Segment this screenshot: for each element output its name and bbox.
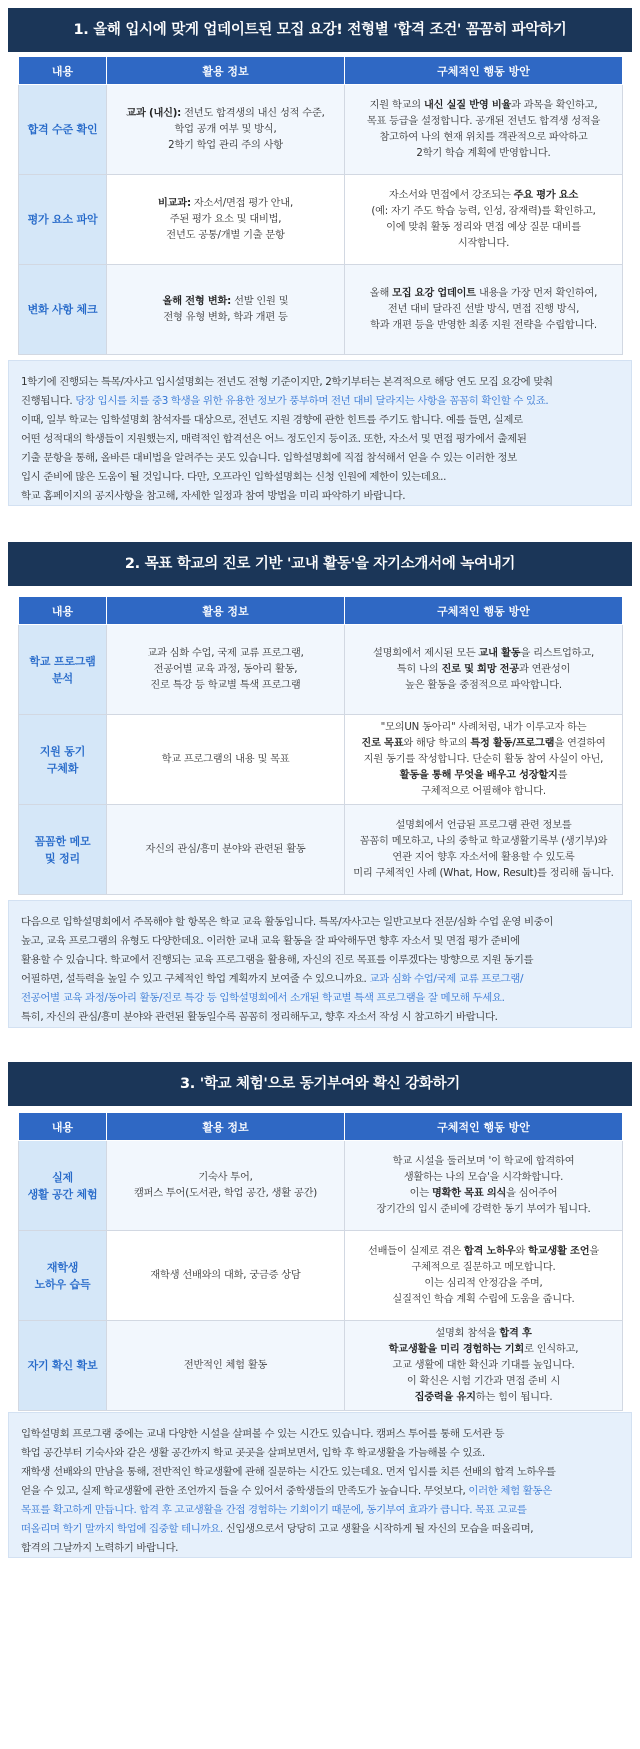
description-line [21,989,619,1008]
description-text: 특히, 자신의 관심/흥미 분야와 관련된 활동일수록 꼼꼼히 정리해두고, 향후 자소서 작성 시 참고하기 바랍니다. [21,1011,498,1023]
action-text: (예: 자기 주도 학습 능력, 인성, 잠재력)를 확인하고, [371,205,596,217]
action-line [351,818,616,834]
table-row [19,715,623,805]
info-table [18,1112,623,1411]
category-line: 노하우 습득 [34,1277,91,1291]
action-line [351,318,616,334]
action-text: 하는 힘이 됩니다. [475,1391,553,1403]
action-text: 을 리스트업하고, [520,647,595,659]
action-text: 고교 생활에 대한 확신과 기대를 높입니다. [392,1359,575,1371]
info-line [113,196,338,212]
description-line [21,468,619,487]
row-info [107,175,345,265]
info-label: 올해 전형 변화: [162,295,232,307]
description-highlight: 당장 입시를 치를 중3 학생을 위한 유용한 정보가 풍부하며 전년 대비 달라지는 사항을 꼼꼼히 확인할 수 있죠. [75,395,549,407]
action-text: 장기간의 입시 준비에 강력한 동기 부여가 됩니다. [376,1203,591,1215]
table-row [19,85,623,175]
description-text: 재학생 선배와의 만남을 통해, 전반적인 학교생활에 관해 질문하는 시간도 있는데요. 먼저 입시를 치른 선배의 합격 노하우를 [21,1466,556,1478]
action-text: 지원 학교의 [369,99,424,111]
action-text: 이 확신은 시험 기간과 면접 준비 시 [406,1375,561,1387]
action-text: 목표 등급을 설정합니다. 공개된 전년도 합격생 성적을 [366,115,601,127]
section-title: 1. 올해 입시에 맞게 업데이트된 모집 요강! 전형별 '합격 조건' 꼼꼼히 파악하기 [8,8,632,52]
info-text: 학교 프로그램의 내용 및 목표 [161,753,290,765]
description-highlight: 떠올리며 학기 말까지 학업에 집중할 테니까요. [21,1523,223,1535]
action-text: 이에 맞춰 활동 정리와 면접 예상 질문 대비를 [386,221,581,233]
action-text: 참고하여 나의 현재 위치를 객관적으로 파악하고 [379,131,588,143]
action-emphasis: 합격 후 [499,1327,532,1339]
action-line [351,286,616,302]
action-text: 특히 나의 [396,663,442,675]
action-line [351,236,616,252]
action-emphasis: 특정 활동/프로그램 [470,737,555,749]
action-line [351,752,616,768]
description-text: 얻을 수 있고, 실제 학교생활에 관한 조언까지 들을 수 있어서 중학생들의 만족도가 높습니다. 무엇보다, [21,1485,469,1497]
action-line [351,302,616,318]
table-row [19,175,623,265]
action-line [351,1170,616,1186]
action-text: 내용을 가장 먼저 확인하여, [475,287,598,299]
action-line [351,850,616,866]
info-text: 캠퍼스 투어(도서관, 학업 공간, 생활 공간) [133,1187,318,1199]
action-line [351,1186,616,1202]
row-action [345,1141,623,1231]
info-text: 전공어별 교육 과정, 동아리 활동, [153,663,298,675]
info-text: 전형 유형 변화, 학과 개편 등 [163,311,288,323]
table-header-row [19,57,623,85]
description-line [21,430,619,449]
action-line [351,662,616,678]
row-action [345,805,623,895]
description-line [21,1501,619,1520]
info-line [113,646,338,662]
action-emphasis: 주요 평가 요소 [513,189,579,201]
row-category [19,265,107,355]
description-text: 1학기에 진행되는 특목/자사고 입시설명회는 전년도 전형 기준이지만, 2학기부터는 본격적으로 해당 연도 모집 요강에 맞춰 [21,376,553,388]
row-info [107,1231,345,1321]
action-line [351,1292,616,1308]
table-row [19,1321,623,1411]
description-text: 신입생으로서 당당히 고교 생활을 시작하게 될 자신의 모습을 떠올리며, [222,1523,534,1535]
action-emphasis: 합격 노하우 [463,1245,516,1257]
info-line [113,662,338,678]
action-text: 과 연관성이 [518,663,571,675]
description-text: 어필하면, 설득력을 높일 수 있고 구체적인 학업 계획까지 보여줄 수 있으니까요. [21,973,370,985]
row-category [19,1321,107,1411]
description-text: 학업 공간부터 기숙사와 같은 생활 공간까지 학교 곳곳을 살펴보면서, 입학 후 학교생활을 가늠해볼 수 있죠. [21,1447,485,1459]
section-description [8,1412,632,1558]
action-line [351,736,616,752]
category-line: 꼼꼼한 메모 [34,834,91,848]
info-line [113,294,338,310]
action-text: 학과 개편 등을 반영한 최종 지원 전략을 수립합니다. [370,319,597,331]
description-line [21,411,619,430]
action-line [351,1244,616,1260]
info-line [113,1186,338,1202]
table-header-row [19,597,623,625]
action-text: "모의UN 동아리" 사례처럼, 내가 이루고자 하는 [380,721,587,733]
category-line: 실제 [52,1170,73,1184]
action-line [351,1260,616,1276]
info-label: 교과 (내신): [126,107,182,119]
row-action [345,85,623,175]
column-header: 내용 [19,597,107,625]
info-line [113,310,338,326]
category-line: 및 정리 [45,851,80,865]
info-line [113,138,338,154]
description-highlight: 전공어별 교육 과정/동아리 활동/진로 특강 등 입학설명회에서 소개된 학교별 특색 프로그램을 잘 메모해 두세요. [21,992,505,1004]
row-category [19,1231,107,1321]
description-line [21,951,619,970]
action-line [351,1374,616,1390]
description-text: 어떤 성적대의 학생들이 지원했는지, 매력적인 합격선은 어느 정도인지 등이죠. 또한, 자소서 및 면접 평가에서 출제된 [21,433,527,445]
category-line: 생활 공간 체험 [27,1187,98,1201]
info-line [113,678,338,694]
column-header: 구체적인 행동 방안 [345,57,623,85]
action-line [351,646,616,662]
action-text: 2학기 학습 계획에 반영합니다. [416,147,551,159]
table-row [19,1141,623,1231]
action-emphasis: 집중력을 유지 [414,1391,476,1403]
info-line [113,1358,338,1374]
action-line [351,720,616,736]
action-line [351,130,616,146]
action-emphasis: 학교생활을 미리 경험하는 기회 [388,1343,525,1355]
action-emphasis: 진로 및 희망 전공 [441,663,519,675]
info-label: 비교과: [158,197,191,209]
description-line [21,932,619,951]
table-row [19,265,623,355]
action-text: 학교 시설을 둘러보며 '이 학교에 합격하여 [392,1155,575,1167]
action-text: 미리 구체적인 사례 (What, How, Result)를 정리해 둡니다. [353,867,614,879]
category-line: 구체화 [46,761,79,775]
description-highlight: 이러한 체험 활동은 [468,1485,552,1497]
description-line [21,1463,619,1482]
row-category [19,805,107,895]
row-action [345,715,623,805]
action-emphasis: 내신 실질 반영 비율 [423,99,512,111]
table-row [19,805,623,895]
category-line: 평가 요소 파악 [27,213,98,226]
row-info [107,715,345,805]
row-info [107,265,345,355]
description-line [21,970,619,989]
row-category [19,175,107,265]
action-emphasis: 활동을 통해 무엇을 배우고 성장할지 [399,769,558,781]
description-line [21,487,619,506]
action-line [351,1276,616,1292]
action-text: 지원 동기를 작성합니다. 단순히 활동 참여 사실이 아닌, [363,753,604,765]
action-text: 를 [557,769,568,781]
row-action [345,1231,623,1321]
row-action [345,175,623,265]
description-text: 높고, 교육 프로그램의 유형도 다양한데요. 이러한 교내 교육 활동을 잘 파악해두면 향후 자소서 및 면접 평가 준비에 [21,935,520,947]
description-line [21,373,619,392]
row-category [19,85,107,175]
info-table [18,56,623,355]
info-line [113,228,338,244]
action-text: 구체적으로 질문하고 메모합니다. [411,1261,556,1273]
action-line [351,1154,616,1170]
action-text: 높은 활동을 중점적으로 파악합니다. [405,679,562,691]
info-table [18,596,623,895]
description-text: 입시 준비에 많은 도움이 될 것입니다. 다만, 오프라인 입학설명회는 신청 인원에 제한이 있는데요.. [21,471,447,483]
action-text: 을 연결하여 [554,737,606,749]
description-text: 입학설명회 프로그램 중에는 교내 다양한 시설을 살펴볼 수 있는 시간도 있습니다. 캠퍼스 투어를 통해 도서관 등 [21,1428,505,1440]
action-text: 연관 지어 향후 자소서에 활용할 수 있도록 [392,851,575,863]
table-header-row [19,1113,623,1141]
action-emphasis: 모집 요강 업데이트 [392,287,476,299]
action-text: 이는 [409,1187,432,1199]
info-text: 전년도 공통/개별 기출 문항 [166,229,285,241]
category-line: 변화 사항 체크 [27,303,98,316]
action-text: 시작합니다. [457,237,510,249]
row-info [107,1321,345,1411]
description-text: 학교 홈페이지의 공지사항을 참고해, 자세한 일정과 참여 방법을 미리 파악하기 바랍니다. [21,490,406,502]
action-text: 실질적인 학습 계획 수립에 도움을 줍니다. [392,1293,575,1305]
info-line [113,122,338,138]
info-text: 자신의 관심/흥미 분야와 관련된 활동 [145,843,306,855]
row-category [19,715,107,805]
description-highlight: 목표를 확고하게 만듭니다. 합격 후 고교생활을 간접 경험하는 기회이기 때문에, 동기부여 효과가 큽니다. 목표 고교를 [21,1504,527,1516]
action-line [351,1326,616,1342]
info-line [113,1170,338,1186]
column-header: 내용 [19,1113,107,1141]
description-line [21,1425,619,1444]
column-header: 구체적인 행동 방안 [345,1113,623,1141]
action-text: 올해 [369,287,393,299]
action-emphasis: 학교생활 조언 [528,1245,590,1257]
info-text: 전반적인 체험 활동 [183,1359,268,1371]
table-row [19,625,623,715]
description-line [21,1008,619,1027]
info-text: 주된 평가 요소 및 대비법, [169,213,282,225]
row-category [19,1141,107,1231]
action-text: 와 [515,1245,529,1257]
action-line [351,866,616,882]
action-text: 을 [589,1245,599,1257]
action-emphasis: 명확한 목표 의식 [431,1187,507,1199]
row-info [107,625,345,715]
action-text: 로 인식하고, [524,1343,579,1355]
info-line [113,752,338,768]
description-line [21,449,619,468]
action-line [351,768,616,784]
section-title: 2. 목표 학교의 진로 기반 '교내 활동'을 자기소개서에 녹여내기 [8,542,632,586]
info-line [113,106,338,122]
row-action [345,265,623,355]
column-header: 활용 정보 [107,57,345,85]
action-line [351,188,616,204]
description-text: 합격의 그날까지 노력하기 바랍니다. [21,1542,179,1554]
row-category [19,625,107,715]
description-line [21,913,619,932]
column-header: 내용 [19,57,107,85]
info-text: 자소서/면접 평가 안내, [190,197,293,209]
row-action [345,625,623,715]
action-line [351,678,616,694]
category-line: 학교 프로그램 [29,654,96,668]
action-line [351,1202,616,1218]
info-text: 전년도 합격생의 내신 성적 수준, [181,107,325,119]
description-text: 이때, 일부 학교는 입학설명회 참석자를 대상으로, 전년도 지원 경향에 관한 힌트를 주기도 합니다. 예를 들면, 실제로 [21,414,523,426]
column-header: 구체적인 행동 방안 [345,597,623,625]
description-line [21,1444,619,1463]
description-text: 진행됩니다. [21,395,76,407]
info-text: 기숙사 투어, [198,1171,253,1183]
action-text: 설명회에서 제시된 모든 [372,647,479,659]
action-text: 자소서와 면접에서 강조되는 [388,189,514,201]
action-text: 꼼꼼히 메모하고, 나의 중학교 학교생활기록부 (생기부)와 [359,835,608,847]
column-header: 활용 정보 [107,597,345,625]
description-text: 기출 문항을 통해, 올바른 대비법을 알려주는 곳도 있습니다. 입학설명회에 직접 참석해서 얻을 수 있는 이러한 정보 [21,452,517,464]
action-text: 전년 대비 달라진 선발 방식, 면접 진행 방식, [387,303,580,315]
info-text: 선발 인원 및 [231,295,289,307]
description-line [21,1482,619,1501]
section-description [8,900,632,1028]
info-line [113,842,338,858]
category-line: 합격 수준 확인 [27,123,98,136]
action-line [351,1342,616,1358]
action-line [351,220,616,236]
category-line: 지원 동기 [39,744,86,758]
row-info [107,85,345,175]
description-line [21,1520,619,1539]
action-line [351,1390,616,1406]
section-title: 3. '학교 체험'으로 동기부여와 확신 강화하기 [8,1062,632,1106]
row-action [345,1321,623,1411]
action-line [351,204,616,220]
action-text: 이는 심리적 안정감을 주며, [424,1277,543,1289]
description-line [21,392,619,411]
info-line [113,212,338,228]
action-line [351,114,616,130]
description-text: 다음으로 입학설명회에서 주목해야 할 항목은 학교 교육 활동입니다. 특목/자사고는 일반고보다 전문/심화 수업 운영 비중이 [21,916,554,928]
category-line: 분석 [52,671,73,685]
info-text: 진로 특강 등 학교별 특색 프로그램 [150,679,301,691]
action-line [351,784,616,800]
action-line [351,1358,616,1374]
action-text: 구체적으로 어필해야 합니다. [421,785,546,797]
category-line: 자기 확신 확보 [27,1359,98,1372]
category-line: 재학생 [46,1260,79,1274]
row-info [107,805,345,895]
action-line [351,146,616,162]
action-line [351,834,616,850]
action-text: 선배들이 실제로 겪은 [368,1245,464,1257]
description-text: 활용할 수 있습니다. 학교에서 진행되는 교육 프로그램을 활용해, 자신의 진로 목표를 이루겠다는 방향으로 지원 동기를 [21,954,534,966]
action-text: 과 과목을 확인하고, [511,99,598,111]
action-text: 을 심어주어 [506,1187,558,1199]
description-highlight: 교과 심화 수업/국제 교류 프로그램/ [369,973,524,985]
info-text: 2학기 학업 관리 주의 사항 [168,139,283,151]
info-text: 교과 심화 수업, 국제 교류 프로그램, [147,647,304,659]
action-text: 설명회에서 언급된 프로그램 관련 정보를 [395,819,572,831]
info-text: 학업 공개 여부 및 방식, [174,123,277,135]
action-text: 생활하는 나의 모습'을 시각화합니다. [403,1171,564,1183]
action-emphasis: 교내 활동 [478,647,521,659]
table-row [19,1231,623,1321]
info-text: 재학생 선배와의 대화, 궁금증 상담 [150,1269,301,1281]
column-header: 활용 정보 [107,1113,345,1141]
action-emphasis: 진로 목표 [361,737,404,749]
action-text: 와 해당 학교의 [403,737,471,749]
section-description [8,360,632,506]
row-info [107,1141,345,1231]
description-line [21,1539,619,1558]
info-line [113,1268,338,1284]
action-line [351,98,616,114]
action-text: 설명회 참석을 [435,1327,500,1339]
